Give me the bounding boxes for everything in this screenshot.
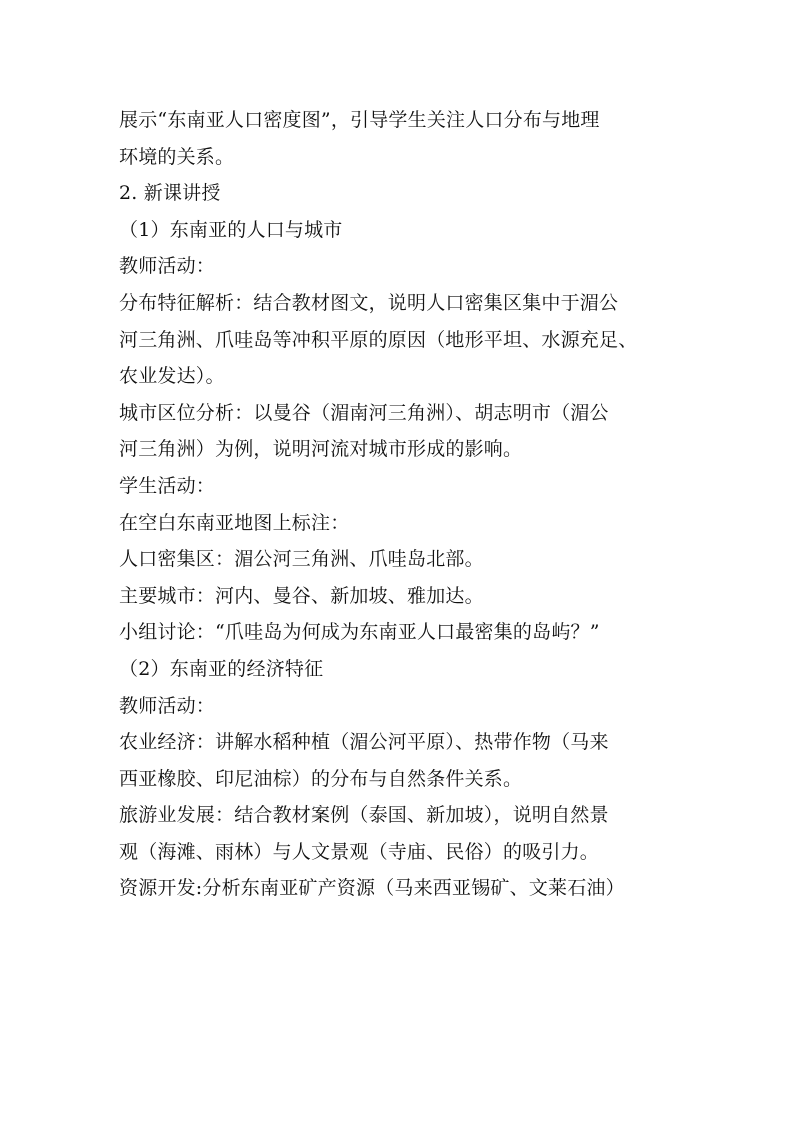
text-line: 分布特征解析：结合教材图文，说明人口密集区集中于湄公 bbox=[119, 291, 619, 314]
text-line: 主要城市：河内、曼谷、新加坡、雅加达。 bbox=[119, 584, 484, 607]
document-body bbox=[119, 102, 679, 907]
text-line: 人口密集区：湄公河三角洲、爪哇岛北部。 bbox=[119, 548, 484, 571]
subsection-heading: （1）东南亚的人口与城市 bbox=[119, 218, 343, 241]
text-line: 展示“东南亚人口密度图”，引导学生关注人口分布与地理 bbox=[119, 109, 600, 131]
text-line: 河三角洲、爪哇岛等冲积平原的原因（地形平坦、水源充足、 bbox=[119, 328, 638, 351]
text-line: 观（海滩、雨林）与人文景观（寺庙、民俗）的吸引力。 bbox=[119, 840, 600, 863]
text-line: 农业经济：讲解水稻种植（湄公河平原）、热带作物（马来 bbox=[119, 731, 609, 754]
text-line: 农业发达）。 bbox=[119, 365, 225, 388]
text-line: 城市区位分析：以曼谷（湄南河三角洲）、胡志明市（湄公 bbox=[119, 401, 609, 424]
activity-label: 教师活动： bbox=[119, 694, 216, 717]
text-line: 西亚橡胶、印尼油棕）的分布与自然条件关系。 bbox=[119, 767, 523, 790]
subsection-heading: （2）东南亚的经济特征 bbox=[119, 657, 324, 680]
section-heading: 2. 新课讲授 bbox=[119, 182, 221, 205]
text-line: 河三角洲）为例，说明河流对城市形成的影响。 bbox=[119, 438, 523, 461]
text-line: 环境的关系。 bbox=[119, 145, 235, 168]
activity-label: 学生活动： bbox=[119, 474, 216, 497]
text-line: 小组讨论：“爪哇岛为何成为东南亚人口最密集的岛屿？” bbox=[119, 621, 600, 644]
text-line: 旅游业发展：结合教材案例（泰国、新加坡），说明自然景 bbox=[119, 804, 609, 827]
text-line: 资源开发:分析东南亚矿产资源（马来西亚锡矿、文莱石油） bbox=[119, 877, 625, 900]
text-line: 在空白东南亚地图上标注： bbox=[119, 511, 350, 534]
activity-label: 教师活动： bbox=[119, 255, 216, 278]
